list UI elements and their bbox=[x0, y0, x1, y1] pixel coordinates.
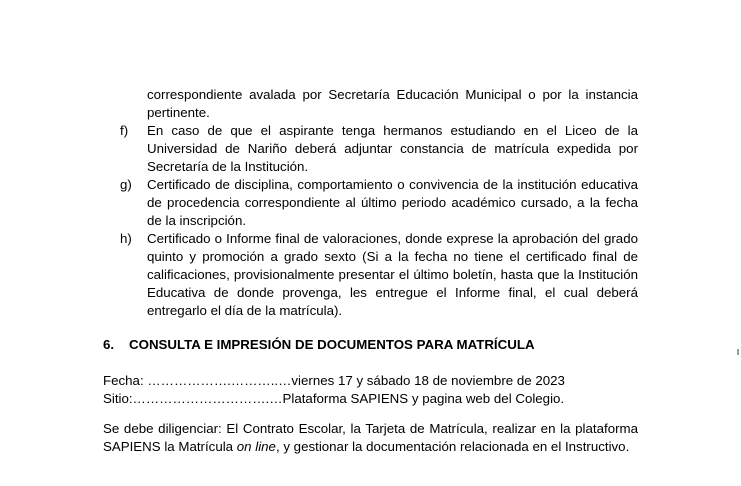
paragraph-emphasis: on line bbox=[236, 439, 276, 454]
list-marker: g) bbox=[120, 177, 132, 192]
list-marker: h) bbox=[120, 231, 132, 246]
paragraph-part-1: Se debe diligenciar: El Contrato Escolar, la Tarjeta de Matrícula, realizar en la plataforma SAPIENS la Matrícula bbox=[103, 421, 638, 454]
list-marker: f) bbox=[120, 123, 129, 138]
list-item-e-continuation bbox=[120, 86, 638, 122]
section-heading bbox=[103, 336, 663, 354]
list-item-f bbox=[120, 122, 638, 176]
paragraph-part-2: , y gestionar la documentación relacionada en el Instructivo. bbox=[275, 439, 630, 454]
list-item-text: correspondiente avalada por Secretaría Educación Municipal o por la instancia pertinente. bbox=[147, 87, 638, 120]
section-title: CONSULTA E IMPRESIÓN DE DOCUMENTOS PARA MATRÍCULA bbox=[129, 337, 535, 352]
list-item-h bbox=[120, 230, 638, 320]
list-item-text: Certificado o Informe final de valoraciones, donde exprese la aprobación del grado quinto y promoción a grado sexto (Si a la fecha no tiene el certificado final de calificaciones, provisionalmente presentar el último boletín, hasta que la Institución Educativa de donde provenga, les entregue el Informe final, el cual deberá entregarlo el día de la matrícula). bbox=[147, 231, 638, 318]
requirements-list bbox=[120, 86, 638, 320]
page-edge-mark bbox=[737, 349, 739, 355]
schedule-site-line: Sitio:………………………….…Plataforma SAPIENS y pagina web del Colegio. bbox=[103, 391, 565, 406]
list-item-g bbox=[120, 176, 638, 230]
instructions-paragraph bbox=[103, 420, 638, 456]
list-item-text: Certificado de disciplina, comportamiento o convivencia de la institución educativa de procedencia correspondiente al último periodo académico cursado, a la fecha de la inscripción. bbox=[147, 177, 638, 228]
section-number: 6. bbox=[103, 337, 115, 352]
list-item-text: En caso de que el aspirante tenga hermanos estudiando en el Liceo de la Universidad de Nariño deberá adjuntar constancia de matrícula expedida por Secretaría de la Institución. bbox=[147, 123, 638, 174]
schedule-date-line: Fecha: ……………….………..…viernes 17 y sábado 18 de noviembre de 2023 bbox=[103, 373, 565, 388]
